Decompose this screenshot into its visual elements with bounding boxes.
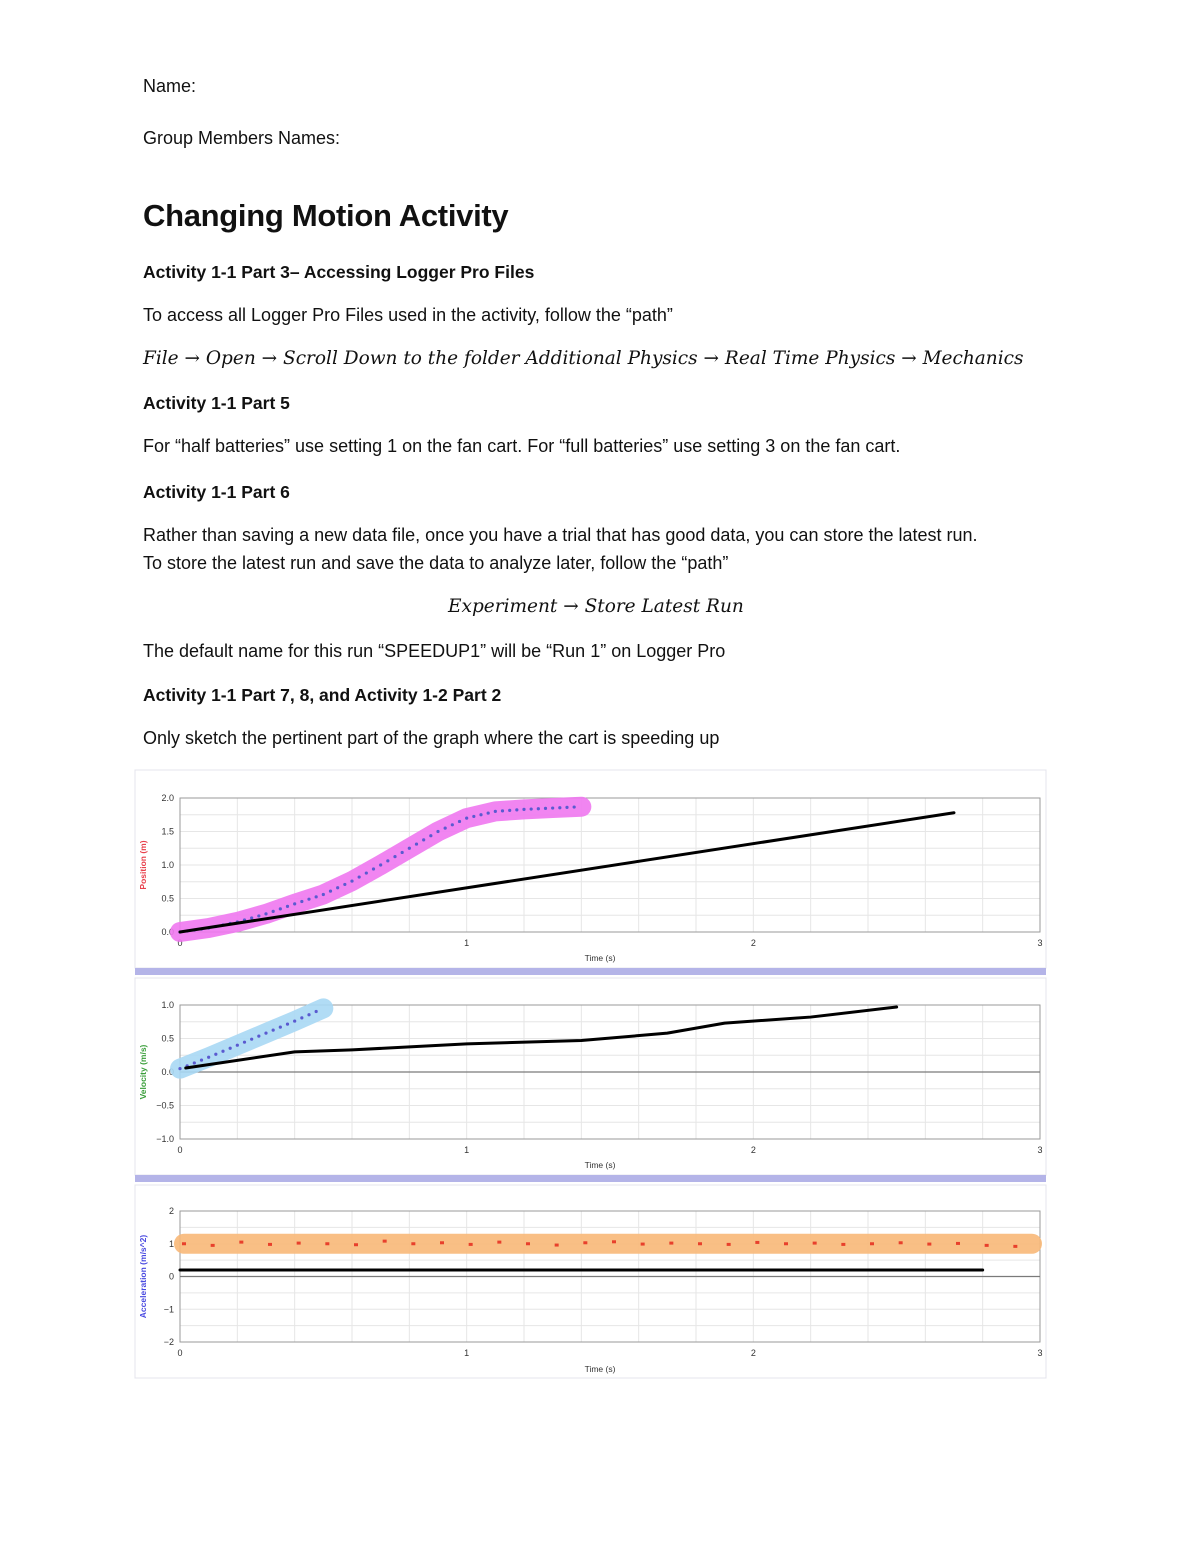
data-point xyxy=(530,807,533,810)
data-point xyxy=(293,1019,296,1022)
x-tick-label: 1 xyxy=(464,1145,470,1155)
data-point xyxy=(727,1243,731,1246)
part7-instructions: Only sketch the pertinent part of the graph where the cart is speeding up xyxy=(143,728,720,748)
data-point xyxy=(293,902,296,905)
data-point xyxy=(315,895,318,898)
x-tick-label: 3 xyxy=(1037,1145,1043,1155)
data-point xyxy=(522,808,525,811)
x-axis-label: Time (s) xyxy=(584,953,616,963)
data-point xyxy=(526,1242,530,1245)
data-point xyxy=(325,1242,329,1245)
data-point xyxy=(551,806,554,809)
data-point xyxy=(372,867,375,870)
data-point xyxy=(698,1242,702,1245)
data-point xyxy=(422,838,425,841)
data-point xyxy=(239,1241,243,1244)
y-tick-label: 0.0 xyxy=(161,1067,174,1077)
data-point xyxy=(469,1243,473,1246)
data-point xyxy=(182,1242,186,1245)
panel-divider xyxy=(135,1175,1046,1182)
data-point xyxy=(558,806,561,809)
highlighter-band xyxy=(174,1234,1042,1254)
data-point xyxy=(300,1016,303,1019)
section-heading-part3: Activity 1-1 Part 3– Accessing Logger Pro Files xyxy=(143,262,535,282)
data-point xyxy=(211,1244,215,1247)
part5-instructions: For “half batteries” use setting 1 on the fan cart. For “full batteries” use setting 3 on the fan cart. xyxy=(143,436,901,456)
section-heading-part5: Activity 1-1 Part 5 xyxy=(143,393,290,413)
data-point xyxy=(315,1010,318,1013)
data-point xyxy=(354,1243,358,1246)
part6-path: Experiment → Store Latest Run xyxy=(448,596,744,617)
data-point xyxy=(451,823,454,826)
data-point xyxy=(899,1241,903,1244)
data-point xyxy=(393,855,396,858)
x-tick-label: 3 xyxy=(1037,938,1043,948)
chart-panel-3 xyxy=(135,1185,1046,1378)
data-point xyxy=(272,910,275,913)
data-point xyxy=(813,1242,817,1245)
y-tick-label: 1 xyxy=(168,1238,174,1249)
data-point xyxy=(487,811,490,814)
data-point xyxy=(207,1056,210,1059)
data-point xyxy=(243,1041,246,1044)
data-point xyxy=(286,905,289,908)
data-point xyxy=(322,893,325,896)
data-point xyxy=(494,810,497,813)
data-point xyxy=(307,1013,310,1016)
x-tick-label: 0 xyxy=(177,1145,183,1155)
x-tick-label: 2 xyxy=(750,1145,756,1155)
x-tick-label: 0 xyxy=(177,938,183,948)
data-point xyxy=(268,1243,272,1246)
data-point xyxy=(1013,1245,1017,1248)
x-tick-label: 1 xyxy=(464,938,470,948)
part6-instructions-1: Rather than saving a new data file, once you have a trial that has good data, you can store the latest run. xyxy=(143,525,978,545)
chart-frame xyxy=(135,1185,1046,1378)
y-axis-label: Velocity (m/s) xyxy=(138,1044,148,1100)
chart-frame xyxy=(135,978,1046,1175)
data-point xyxy=(841,1243,845,1246)
section-heading-part6: Activity 1-1 Part 6 xyxy=(143,482,290,502)
data-point xyxy=(436,830,439,833)
data-point xyxy=(297,1242,301,1245)
data-point xyxy=(279,907,282,910)
data-point xyxy=(458,820,461,823)
y-axis-label: Acceleration (m/s^2) xyxy=(138,1234,148,1319)
data-point xyxy=(193,1061,196,1064)
group-members-label: Group Members Names: xyxy=(143,128,341,148)
y-tick-label: 0 xyxy=(168,1271,174,1282)
chart-panel-1 xyxy=(135,770,1046,975)
data-point xyxy=(472,815,475,818)
x-tick-label: 2 xyxy=(750,1348,756,1358)
data-point xyxy=(444,827,447,830)
data-point xyxy=(350,879,353,882)
data-point xyxy=(544,807,547,810)
data-point xyxy=(479,813,482,816)
data-point xyxy=(264,1032,267,1035)
data-point xyxy=(784,1242,788,1245)
data-point xyxy=(565,806,568,809)
data-point xyxy=(343,883,346,886)
part6-default-name: The default name for this run “SPEEDUP1” will be “Run 1” on Logger Pro xyxy=(143,641,726,661)
data-point xyxy=(573,805,576,808)
data-point xyxy=(221,1050,224,1053)
y-tick-label: 1.5 xyxy=(161,826,174,837)
name-label: Name: xyxy=(143,76,197,96)
data-point xyxy=(286,1022,289,1025)
data-point xyxy=(669,1242,673,1245)
data-point xyxy=(250,1038,253,1041)
data-point xyxy=(178,1067,181,1070)
data-point xyxy=(408,847,411,850)
page-title: Changing Motion Activity xyxy=(143,198,509,233)
data-point xyxy=(300,900,303,903)
panel-divider xyxy=(135,968,1046,975)
data-point xyxy=(358,875,361,878)
part3-path: File → Open → Scroll Down to the folder Additional Physics → Real Time Physics → Mechanics xyxy=(143,348,1024,369)
y-tick-label: −1 xyxy=(163,1304,174,1315)
data-point xyxy=(508,809,511,812)
data-point xyxy=(336,886,339,889)
data-point xyxy=(956,1242,960,1245)
data-point xyxy=(415,842,418,845)
data-point xyxy=(401,851,404,854)
data-point xyxy=(200,1059,203,1062)
data-point xyxy=(214,1053,217,1056)
data-point xyxy=(927,1243,931,1246)
chart-panel-2 xyxy=(135,978,1046,1182)
data-point xyxy=(641,1243,645,1246)
data-point xyxy=(440,1241,444,1244)
data-point xyxy=(870,1242,874,1245)
y-tick-label: 0.5 xyxy=(161,893,174,904)
y-tick-label: 0.5 xyxy=(161,1033,174,1044)
data-point xyxy=(272,1029,275,1032)
data-point xyxy=(612,1240,616,1243)
data-point xyxy=(497,1241,501,1244)
y-axis-label: Position (m) xyxy=(138,840,148,890)
x-tick-label: 2 xyxy=(750,938,756,948)
data-point xyxy=(755,1241,759,1244)
data-point xyxy=(501,809,504,812)
data-point xyxy=(429,834,432,837)
part3-instructions: To access all Logger Pro Files used in the activity, follow the “path” xyxy=(143,305,673,325)
data-point xyxy=(264,912,267,915)
data-point xyxy=(386,859,389,862)
y-tick-label: −1.0 xyxy=(156,1134,174,1144)
data-point xyxy=(465,817,468,820)
y-tick-label: 0.0 xyxy=(161,927,174,937)
data-point xyxy=(307,898,310,901)
x-axis-label: Time (s) xyxy=(584,1160,616,1170)
data-point xyxy=(257,1035,260,1038)
data-point xyxy=(229,1047,232,1050)
data-point xyxy=(365,871,368,874)
data-point xyxy=(411,1242,415,1245)
data-point xyxy=(537,807,540,810)
data-point xyxy=(379,863,382,866)
y-tick-label: −2 xyxy=(163,1337,174,1347)
x-tick-label: 3 xyxy=(1037,1348,1043,1358)
data-point xyxy=(250,916,253,919)
x-tick-label: 1 xyxy=(464,1348,470,1358)
data-point xyxy=(555,1244,559,1247)
data-point xyxy=(383,1240,387,1243)
y-tick-label: 2 xyxy=(168,1206,174,1216)
section-heading-part7: Activity 1-1 Part 7, 8, and Activity 1-2 Part 2 xyxy=(143,685,502,705)
part6-instructions-2: To store the latest run and save the data to analyze later, follow the “path” xyxy=(143,553,729,573)
x-tick-label: 0 xyxy=(177,1348,183,1358)
y-tick-label: 2.0 xyxy=(161,793,174,803)
data-point xyxy=(515,808,518,811)
data-point xyxy=(279,1026,282,1029)
data-point xyxy=(329,890,332,893)
y-tick-label: 1.0 xyxy=(161,1000,174,1010)
x-axis-label: Time (s) xyxy=(584,1364,616,1374)
y-tick-label: −0.5 xyxy=(156,1100,174,1111)
data-point xyxy=(985,1244,989,1247)
data-point xyxy=(257,914,260,917)
data-point xyxy=(236,1044,239,1047)
data-point xyxy=(583,1241,587,1244)
y-tick-label: 1.0 xyxy=(161,860,174,870)
